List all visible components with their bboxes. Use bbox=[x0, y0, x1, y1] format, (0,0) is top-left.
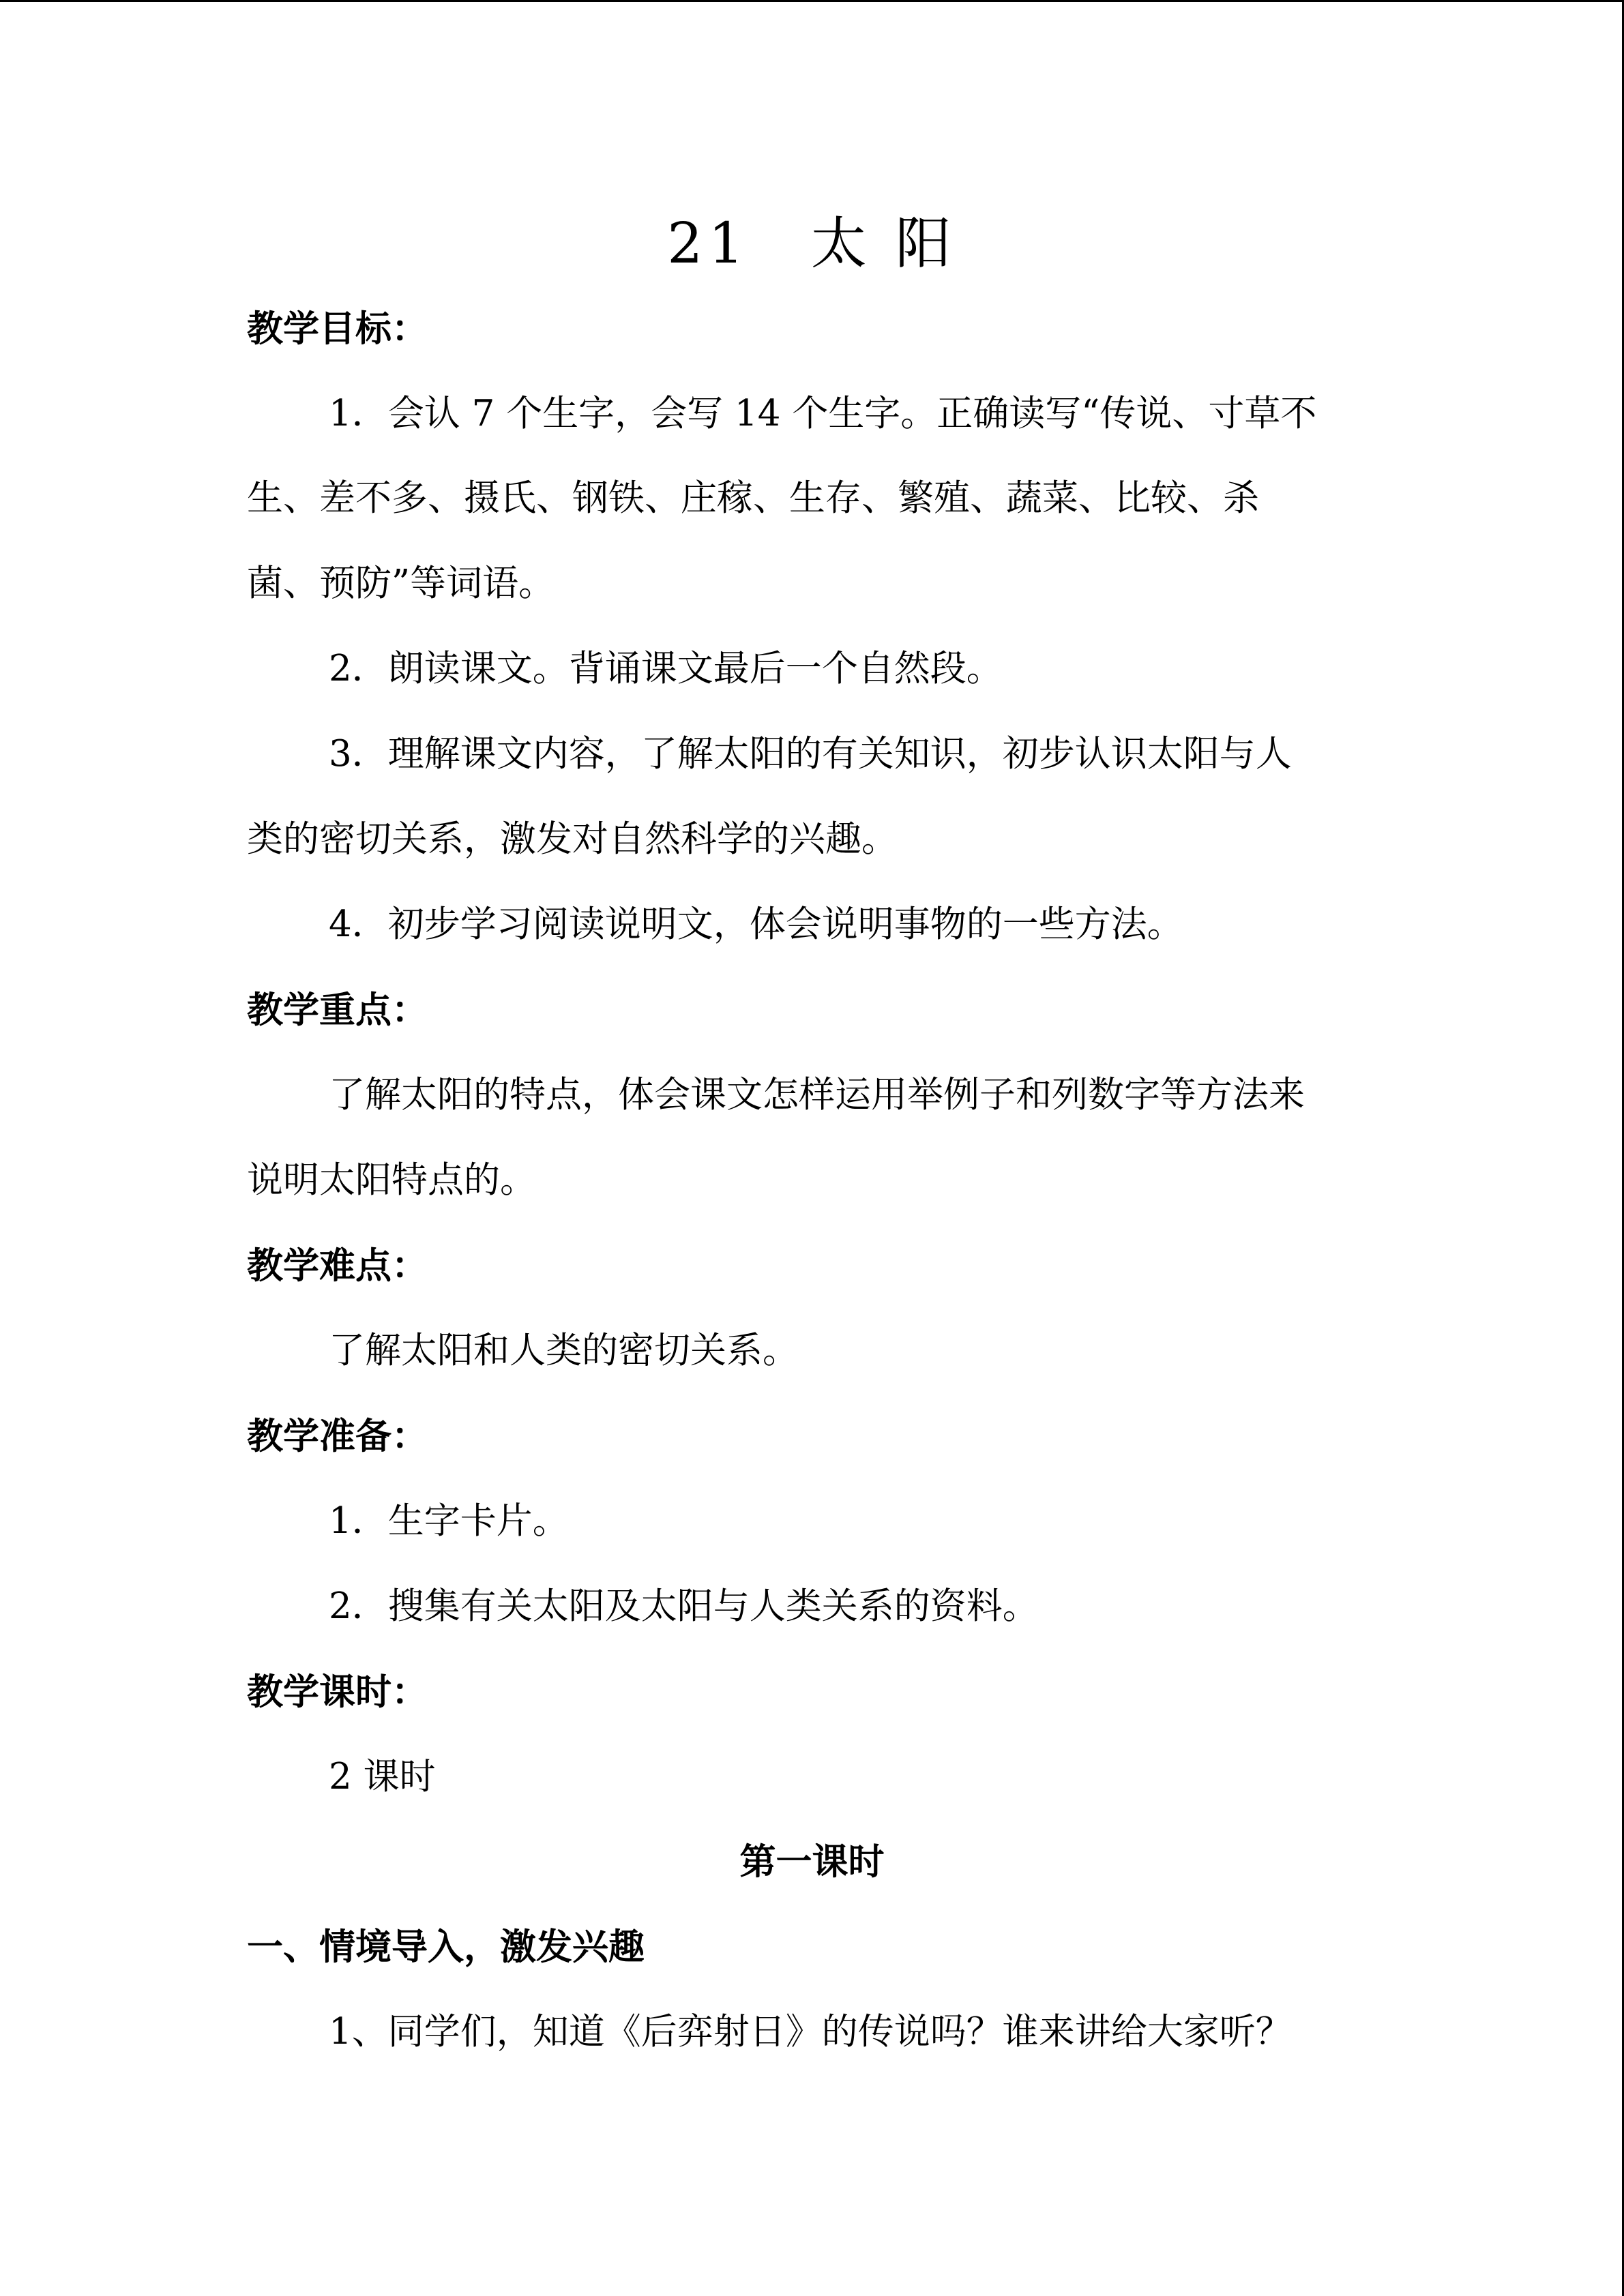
periods-value: 2 课时 bbox=[329, 1756, 436, 1798]
preparation-heading: 教学准备： bbox=[247, 1415, 428, 1457]
objective-3-line-1: 3．理解课文内容，了解太阳的有关知识，初步认识太阳与人 bbox=[329, 733, 1292, 775]
key-points-heading: 教学重点： bbox=[247, 989, 428, 1031]
preparation-item-2: 2．搜集有关太阳及太阳与人类关系的资料。 bbox=[329, 1585, 1039, 1627]
objectives-heading: 教学目标： bbox=[247, 308, 428, 350]
objective-1-line-2: 生、差不多、摄氏、钢铁、庄稼、生存、繁殖、蔬菜、比较、杀 bbox=[247, 477, 1259, 519]
objective-3-line-2: 类的密切关系，激发对自然科学的兴趣。 bbox=[247, 818, 898, 860]
difficulties-line-1: 了解太阳和人类的密切关系。 bbox=[329, 1330, 799, 1371]
objective-2: 2．朗读课文。背诵课文最后一个自然段。 bbox=[329, 648, 1003, 689]
key-points-line-1: 了解太阳的特点，体会课文怎样运用举例子和列数字等方法来 bbox=[329, 1074, 1305, 1116]
objective-1-line-3: 菌、预防”等词语。 bbox=[247, 563, 555, 604]
periods-heading: 教学课时： bbox=[247, 1671, 428, 1713]
section-1-item-1: 1、同学们，知道《后弈射日》的传说吗？谁来讲给大家听？ bbox=[329, 2011, 1292, 2053]
objective-1-line-1: 1．会认 7 个生字，会写 14 个生字。正确读写“传说、寸草不 bbox=[329, 393, 1317, 434]
objective-4: 4．初步学习阅读说明文，体会说明事物的一些方法。 bbox=[329, 904, 1183, 945]
key-points-line-2: 说明太阳特点的。 bbox=[247, 1159, 536, 1201]
lesson-1-heading: 第一课时 bbox=[739, 1840, 885, 1883]
section-1-heading: 一、情境导入，激发兴趣 bbox=[247, 1926, 645, 1968]
preparation-item-1: 1．生字卡片。 bbox=[329, 1500, 569, 1542]
difficulties-heading: 教学难点： bbox=[247, 1244, 428, 1287]
page-title: 21 太 阳 bbox=[667, 211, 957, 276]
